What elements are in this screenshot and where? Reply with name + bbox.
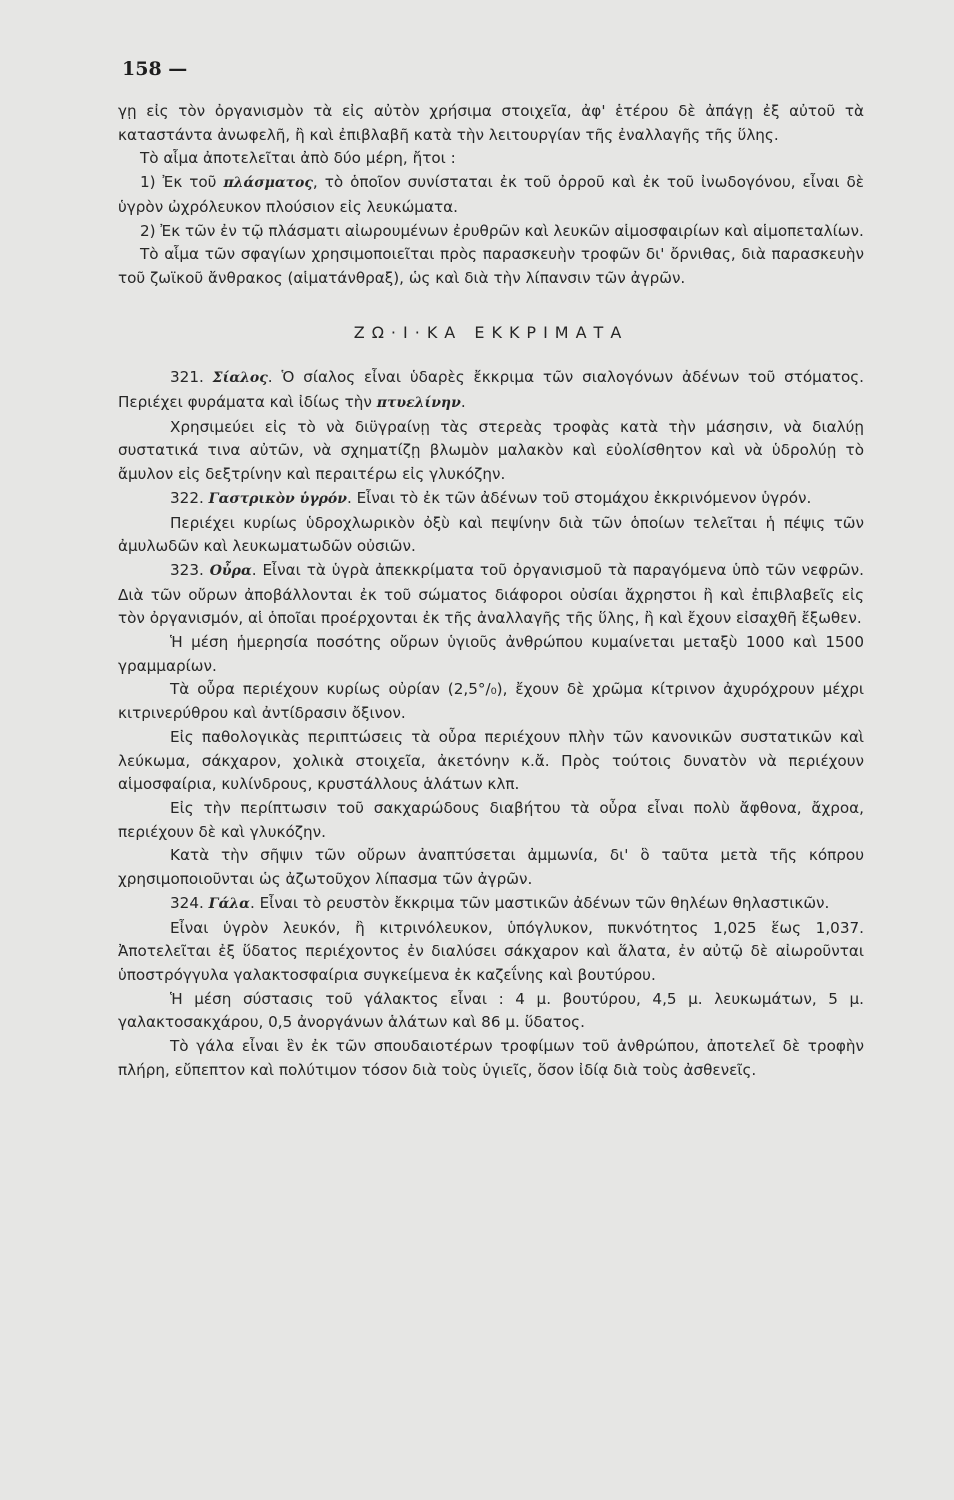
paragraph: Κατὰ τὴν σῆψιν τῶν οὔρων ἀναπτύσεται ἀμμωνία, δι' ὃ ταῦτα μετὰ τῆς κόπρου χρησιμοποιοῦνται ὡς ἀζωτοῦχον λίπασμα τῶν ἀγρῶν.	[118, 846, 864, 889]
section-heading: ΖΩ·Ι·ΚΑ ΕΚΚΡΙΜΑΤΑ	[353, 322, 629, 342]
page-number: 158 —	[122, 58, 188, 80]
paragraph: Χρησιμεύει εἰς τὸ νὰ διϋγραίνῃ τὰς στερεὰς τροφὰς κατὰ τὴν μάσησιν, νὰ διαλύῃ συστατικά τινα αὐτῶν, νὰ σχηματίζῃ βλωμὸν μαλακὸν καὶ εὐολίσθητον καὶ νὰ ὑδρολύῃ τὸ ἄμυλον εἰς δεξτρίνην καὶ περαιτέρω εἰς γλυκόζην.	[118, 417, 864, 484]
paragraph: Εἰς τὴν περίπτωσιν τοῦ σακχαρώδους διαβήτου τὰ οὖρα εἶναι πολὺ ἄφθονα, ἄχροα, περιέχουν δὲ καὶ γλυκόζην.	[118, 798, 864, 841]
term: Γάλα	[208, 895, 250, 912]
term: Γαστρικὸν ὑγρόν	[208, 490, 347, 507]
paragraph: Τὰ οὖρα περιέχουν κυρίως οὐρίαν (2,5°/₀), ἔχουν δὲ χρῶμα κίτρινον ἀχυρόχρουν μέχρι κιτρινερύθρου καὶ ἀντίδρασιν ὄξινον.	[118, 680, 864, 723]
paragraph: Περιέχει κυρίως ὑδροχλωρικὸν ὀξὺ καὶ πεψίνην διὰ τῶν ὁποίων τελεῖται ἡ πέψις τῶν ἀμυλωδῶν καὶ λευκωματωδῶν οὐσιῶν.	[118, 513, 864, 556]
term: πλάσματος	[223, 175, 313, 192]
body-text	[118, 100, 864, 1082]
paragraph: Τὸ γάλα εἶναι ἓν ἐκ τῶν σπουδαιοτέρων τροφίμων τοῦ ἀνθρώπου, ἀποτελεῖ δὲ τροφὴν πλήρη, εὔπεπτον καὶ πολύτιμον τόσον διὰ τοὺς ὑγιεῖς, ὅσον ἰδίᾳ διὰ τοὺς ἀσθενεῖς.	[118, 1037, 864, 1079]
paragraph: 2) Ἐκ τῶν ἐν τῷ πλάσματι αἰωρουμένων ἐρυθρῶν καὶ λευκῶν αἱμοσφαιρίων καὶ αἱμοπεταλίων.	[140, 221, 864, 240]
paragraph: 321. Σίαλος. Ὁ σίαλος εἶναι ὑδαρὲς ἔκκριμα τῶν σιαλογόνων ἀδένων τοῦ στόματος. Περιέχει φυράματα καὶ ἰδίως τὴν πτυελίνην.	[118, 368, 864, 412]
paragraph: Εἶναι ὑγρὸν λευκόν, ἢ κιτρινόλευκον, ὑπόγλυκον, πυκνότητος 1,025 ἕως 1,037. Ἀποτελεῖται ἐξ ὕδατος περιέχοντος ἐν διαλύσει σάκχαρον καὶ ἅλατα, ἐν αὐτῷ δὲ αἰωροῦνται ὑποστρόγγυλα γαλακτοσφαίρια συγκείμενα ἐκ καζεΐνης καὶ βουτύρου.	[118, 918, 864, 984]
paragraph: γῃ εἰς τὸν ὀργανισμὸν τὰ εἰς αὐτὸν χρήσιμα στοιχεῖα, ἀφ' ἑτέρου δὲ ἀπάγῃ ἐξ αὐτοῦ τὰ καταστάντα ἀνωφελῆ, ἢ καὶ ἐπιβλαβῆ κατὰ τὴν λειτουργίαν τῆς ἐναλλαγῆς τῆς ὕλης.	[118, 102, 864, 144]
term: Σίαλος	[212, 370, 268, 387]
paragraph: 322. Γαστρικὸν ὑγρόν. Εἶναι τὸ ἐκ τῶν ἀδένων τοῦ στομάχου ἐκκρινόμενον ὑγρόν.	[170, 488, 812, 507]
paragraph: 324. Γάλα. Εἶναι τὸ ρευστὸν ἔκκριμα τῶν μαστικῶν ἀδένων τῶν θηλέων θηλαστικῶν.	[170, 893, 830, 912]
paragraph: Εἰς παθολογικὰς περιπτώσεις τὰ οὖρα περιέχουν πλὴν τῶν κανονικῶν συστατικῶν καὶ λεύκωμα, σάκχαρον, χολικὰ στοιχεῖα, ἀκετόνην κ.ἄ. Πρὸς τούτοις δυνατὸν νὰ περιέχουν αἱμοσφαίρια, κυλίνδρους, κρυστάλλους ἁλάτων κλπ.	[118, 727, 864, 794]
paragraph: 1) Ἐκ τοῦ πλάσματος, τὸ ὁποῖον συνίσταται ἐκ τοῦ ὀρροῦ καὶ ἐκ τοῦ ἰνωδογόνου, εἶναι δὲ ὑγρὸν ὠχρόλευκον πλούσιον εἰς λευκώματα.	[118, 173, 864, 216]
paragraph: Τὸ αἷμα τῶν σφαγίων χρησιμοποιεῖται πρὸς παρασκευὴν τροφῶν δι' ὄρνιθας, διὰ παρασκευὴν τοῦ ζωϊκοῦ ἄνθρακος (αἱματάνθραξ), ὡς καὶ διὰ τὴν λίπανσιν τῶν ἀγρῶν.	[118, 245, 864, 287]
term: πτυελίνην	[376, 395, 461, 412]
term: Οὖρα	[209, 562, 252, 579]
paragraph: Τὸ αἷμα ἀποτελεῖται ἀπὸ δύο μέρη, ἤτοι :	[140, 149, 456, 168]
paragraph: 323. Οὖρα. Εἶναι τὰ ὑγρὰ ἀπεκκρίματα τοῦ ὀργανισμοῦ τὰ παραγόμενα ὑπὸ τῶν νεφρῶν. Διὰ τῶν οὔρων ἀποβάλλονται ἐκ τοῦ σώματος διάφοροι οὐσίαι ἄχρηστοι ἢ καὶ ἐπιβλαβεῖς εἰς τὸν ὀργανισμόν, αἱ ὁποῖαι προέρχονται ἐκ τῆς ἀναλλαγῆς τῆς ὕλης, ἢ καὶ ἔχουν εἰσαχθῆ ἔξωθεν.	[118, 560, 864, 628]
paragraph: Ἡ μέση ἡμερησία ποσότης οὔρων ὑγιοῦς ἀνθρώπου κυμαίνεται μεταξὺ 1000 καὶ 1500 γραμμαρίων.	[118, 633, 864, 675]
paragraph: Ἡ μέση σύστασις τοῦ γάλακτος εἶναι : 4 μ. βουτύρου, 4,5 μ. λευκωμάτων, 5 μ. γαλακτοσακχάρου, 0,5 ἀνοργάνων ἁλάτων καὶ 86 μ. ὕδατος.	[118, 989, 864, 1032]
